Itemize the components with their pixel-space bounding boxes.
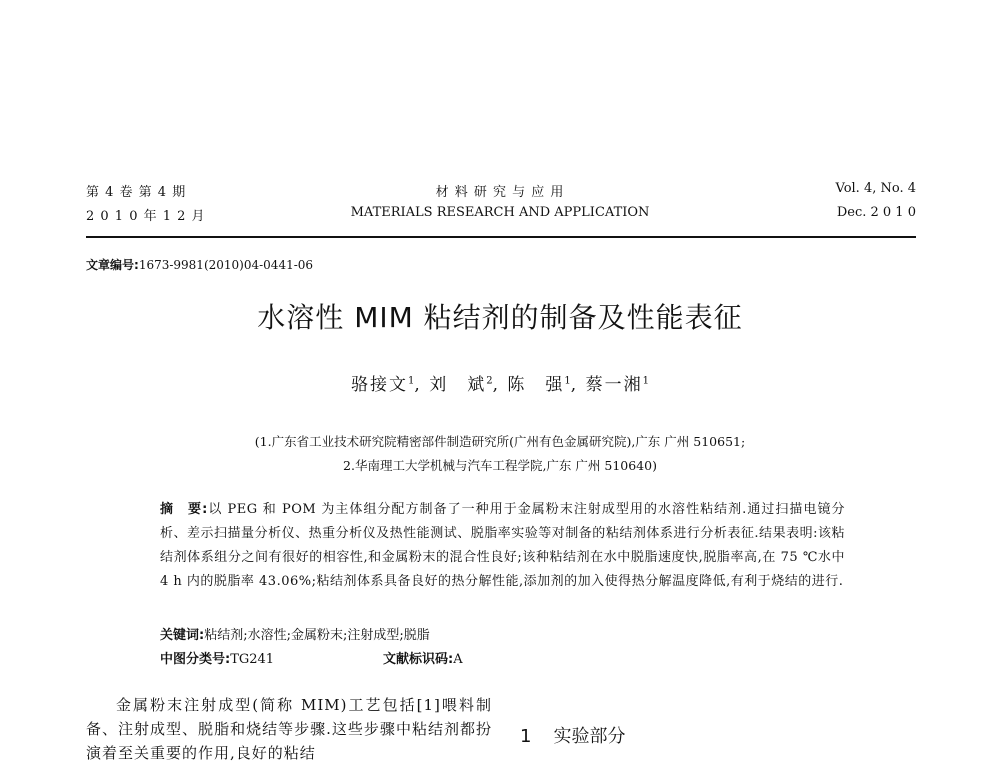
section-title: 实验部分 <box>553 726 626 747</box>
abstract-text: 以 PEG 和 POM 为主体组分配方制备了一种用于金属粉末注射成型用的水溶性粘结剂.通过扫描电镜分析、差示扫描量分析仪、热重分析仪及热性能测试、脱脂率实验等对制备的粘结剂体系进行分析表征.结果表明:该粘结剂体系组分之间有很好的相容性,和金属粉末的混合性良好;该种粘结剂在水中脱脂速度快,脱脂率高,在 75 ℃水中 4 h 内的脱脂率 43.06%;粘结剂体系具备良好的热分解性能,添加剂的加入使得热分解温度降低,有利于烧结的进行. <box>160 502 846 589</box>
classification <box>160 648 274 667</box>
affiliation-line: 2.华南理工大学机械与汽车工程学院,广东 广州 510640) <box>343 458 657 473</box>
classification-value: TG241 <box>230 652 275 667</box>
author-name: 陈 强 <box>507 375 565 395</box>
journal-date-en: Dec. 2 0 1 0 <box>836 205 916 220</box>
article-number-value: 1673-9981(2010)04-0441-06 <box>138 258 314 272</box>
document-code-label: 文献标识码: <box>383 652 454 667</box>
author-affiliation-mark: 2 <box>486 375 493 387</box>
author-list: 骆接文$^1$, 刘 斌$^2$, 陈 强$^1$, 蔡一湘$^1$ <box>351 375 649 395</box>
keywords <box>160 624 430 643</box>
author-affiliation-mark: 1 <box>642 375 649 387</box>
body-paragraph: 金属粉末注射成型(简称 MIM)工艺包括[1]喂料制备、注射成型、脱脂和烧结等步骤.这些步骤中粘结剂都扮演着至关重要的作用,良好的粘结 <box>86 696 492 762</box>
document-code-value: A <box>453 652 463 667</box>
journal-name-cn: 材 料 研 究 与 应 用 <box>435 185 565 200</box>
author-affiliation-mark: 1 <box>564 375 571 387</box>
journal-volume-en: Vol. 4, No. 4 <box>835 181 916 196</box>
classification-label: 中图分类号: <box>160 652 231 667</box>
header-rule <box>86 236 916 238</box>
keywords-label: 关键词: <box>160 628 205 643</box>
document-code <box>383 648 463 667</box>
author-name: 刘 斌 <box>429 375 487 395</box>
keywords-text: 粘结剂;水溶性;金属粉末;注射成型;脱脂 <box>204 628 430 643</box>
article-number-label: 文章编号: <box>86 258 139 272</box>
paper-title: 水溶性 MIM 粘结剂的制备及性能表征 <box>257 301 743 334</box>
article-number <box>86 256 313 273</box>
abstract <box>160 498 845 594</box>
journal-name-en: MATERIALS RESEARCH AND APPLICATION <box>350 205 650 220</box>
section-number: 1 <box>520 726 532 747</box>
journal-volume: 第 4 卷 第 4 期 <box>86 185 187 200</box>
abstract-label: 摘 要: <box>160 502 208 517</box>
affiliation-line: (1.广东省工业技术研究院精密部件制造研究所(广州有色金属研究院),广东 广州 510651; <box>254 434 746 449</box>
author-name: 骆接文 <box>351 375 409 395</box>
author-affiliation-mark: 1 <box>408 375 415 387</box>
author-name: 蔡一湘 <box>585 375 643 395</box>
section-heading <box>520 722 625 748</box>
journal-date-cn: 2 0 1 0 年 1 2 月 <box>86 209 206 224</box>
